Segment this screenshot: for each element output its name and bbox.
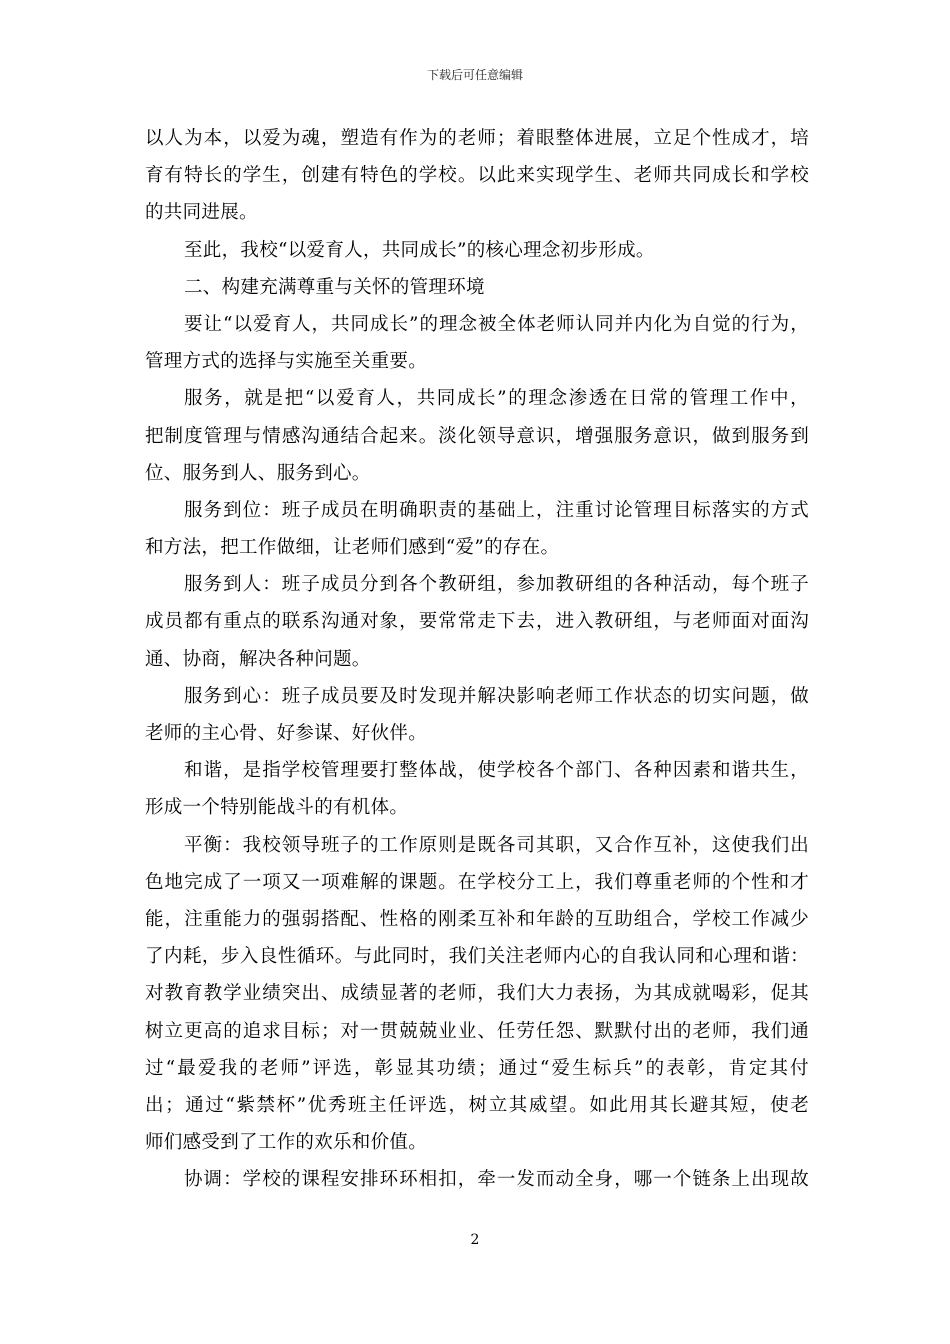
text-line: 二、构建充满尊重与关怀的管理环境 <box>184 276 485 298</box>
text-line: 出；通过“紫禁杯”优秀班主任评选，树立其威望。如此用其长避其短，使老 <box>145 1094 809 1116</box>
text-line: 过“最爱我的老师”评选，彰显其功绩；通过“爱生标兵”的表彰，肯定其付 <box>145 1057 809 1079</box>
text-line: 育有特长的学生，创建有特色的学校。以此来实现学生、老师共同成长和学校 <box>145 165 809 187</box>
text-line: 的共同进展。 <box>145 202 258 224</box>
text-line: 位、服务到人、服务到心。 <box>145 462 371 484</box>
text-line: 服务到心：班子成员要及时发现并解决影响老师工作状态的切实问题，做 <box>184 685 809 707</box>
text-line: 形成一个特别能战斗的有机体。 <box>145 797 409 819</box>
text-line: 了内耗，步入良性循环。与此同时，我们关注老师内心的自我认同和心理和谐： <box>145 946 809 968</box>
page-number: 2 <box>470 1232 480 1248</box>
text-line: 平衡：我校领导班子的工作原则是既各司其职，又合作互补，这使我们出 <box>184 834 809 856</box>
text-line: 树立更高的追求目标；对一贯兢兢业业、任劳任怨、默默付出的老师，我们通 <box>145 1020 809 1042</box>
text-line: 通、协商，解决各种问题。 <box>145 648 371 670</box>
text-line: 至此，我校“以爱育人，共同成长”的核心理念初步形成。 <box>184 239 655 261</box>
text-line: 老师的主心骨、好参谋、好伙伴。 <box>145 723 428 744</box>
text-line: 师们感受到了工作的欢乐和价值。 <box>145 1132 428 1154</box>
text-line: 服务到人：班子成员分到各个教研组，参加教研组的各种活动，每个班子 <box>184 574 809 596</box>
body-text <box>145 120 809 1198</box>
text-line: 色地完成了一项又一项难解的课题。在学校分工上，我们尊重老师的个性和才 <box>145 871 809 893</box>
text-line: 把制度管理与情感沟通结合起来。淡化领导意识，增强服务意识，做到服务到 <box>145 425 809 447</box>
text-line: 以人为本，以爱为魂，塑造有作为的老师；着眼整体进展，立足个性成才，培 <box>145 128 809 149</box>
text-line: 服务到位：班子成员在明确职责的基础上，注重讨论管理目标落实的方式 <box>184 499 809 521</box>
text-line: 能，注重能力的强弱搭配、性格的刚柔互补和年龄的互助组合，学校工作减少 <box>145 908 809 930</box>
text-line: 要让“以爱育人，共同成长”的理念被全体老师认同并内化为自觉的行为， <box>184 313 809 335</box>
text-line: 和方法，把工作做细，让老师们感到“爱”的存在。 <box>145 537 560 559</box>
text-line: 对教育教学业绩突出、成绩显著的老师，我们大力表扬，为其成就喝彩，促其 <box>145 983 809 1005</box>
text-line: 成员都有重点的联系沟通对象，要常常走下去，进入教研组，与老师面对面沟 <box>145 611 809 633</box>
text-line: 管理方式的选择与实施至关重要。 <box>145 351 428 373</box>
page-header: 下载后可任意编辑 <box>426 68 523 82</box>
text-line: 协调：学校的课程安排环环相扣，牵一发而动全身，哪一个链条上出现故 <box>184 1169 809 1191</box>
text-line: 和谐，是指学校管理要打整体战，使学校各个部门、各种因素和谐共生， <box>184 760 809 782</box>
text-line: 服务，就是把“以爱育人，共同成长”的理念渗透在日常的管理工作中， <box>184 388 809 410</box>
